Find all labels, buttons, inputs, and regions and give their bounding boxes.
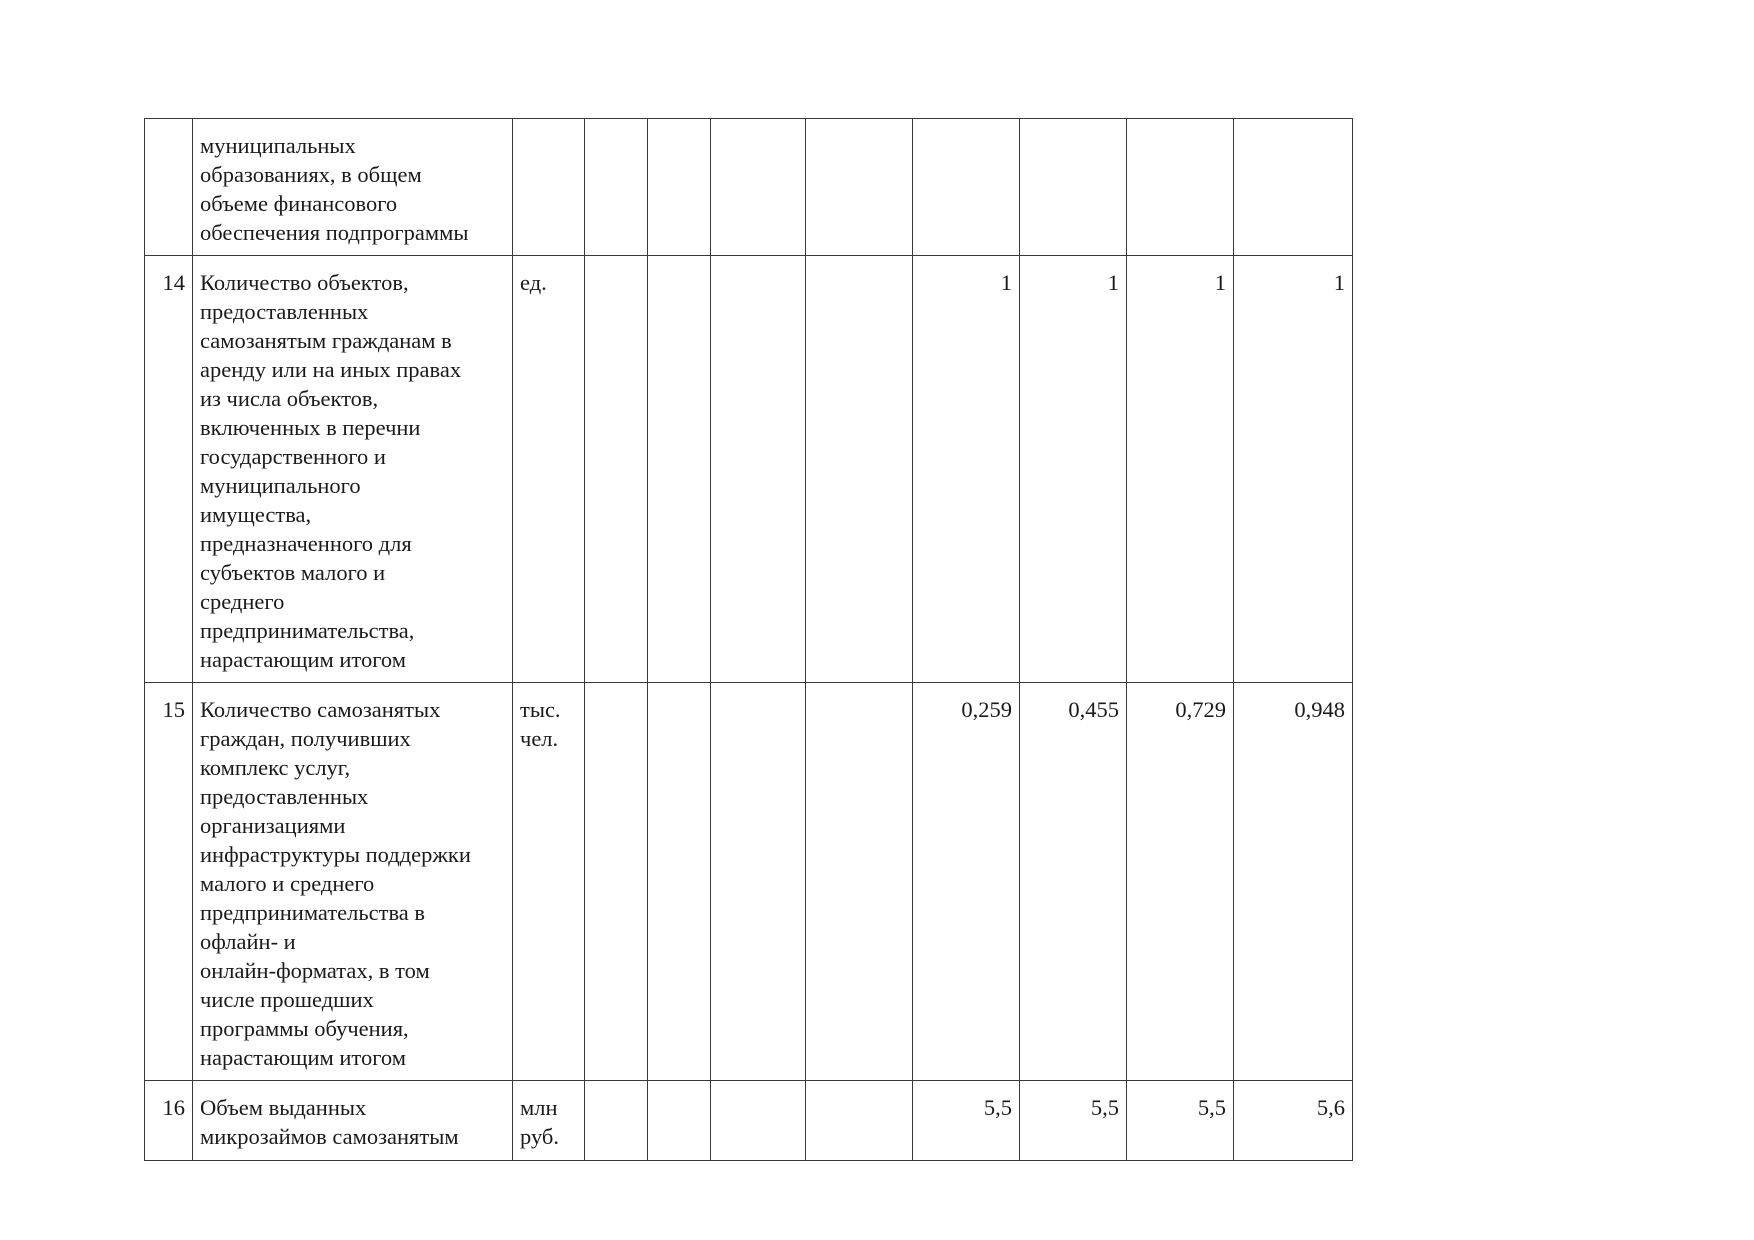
row-number: 14: [145, 256, 193, 683]
row-number: 15: [145, 683, 193, 1081]
indicator-value: 1: [1127, 256, 1234, 683]
empty-cell: [648, 1081, 711, 1161]
empty-cell: [806, 256, 913, 683]
indicator-value: [1234, 119, 1353, 256]
indicator-value: [913, 119, 1020, 256]
table-row: [145, 119, 1353, 256]
indicator-value: 5,5: [1127, 1081, 1234, 1161]
empty-cell: [806, 683, 913, 1081]
table-row: [145, 256, 1353, 683]
indicator-value: [1020, 119, 1127, 256]
empty-cell: [585, 119, 648, 256]
indicator-name: Объем выданных микрозаймов самозанятым: [193, 1081, 513, 1161]
empty-cell: [585, 1081, 648, 1161]
empty-cell: [648, 683, 711, 1081]
table-row: [145, 683, 1353, 1081]
unit-of-measure: тыс. чел.: [513, 683, 585, 1081]
empty-cell: [648, 119, 711, 256]
indicator-name: Количество самозанятых граждан, получивших комплекс услуг, предоставленных организациями инфраструктуры поддержки малого и среднего предпринимательства в офлайн- и онлайн-форматах, в том числе прошедших программы обучения, нарастающим итогом: [193, 683, 513, 1081]
unit-of-measure: [513, 119, 585, 256]
indicator-value: 1: [1234, 256, 1353, 683]
indicator-name: муниципальных образованиях, в общем объеме финансового обеспечения подпрограммы: [193, 119, 513, 256]
indicator-value: 5,6: [1234, 1081, 1353, 1161]
row-number: [145, 119, 193, 256]
empty-cell: [711, 256, 806, 683]
empty-cell: [806, 119, 913, 256]
unit-of-measure: млн руб.: [513, 1081, 585, 1161]
empty-cell: [806, 1081, 913, 1161]
indicator-value: 1: [1020, 256, 1127, 683]
row-number: 16: [145, 1081, 193, 1161]
indicators-table: [144, 118, 1353, 1161]
indicator-value: 0,259: [913, 683, 1020, 1081]
indicator-value: 5,5: [913, 1081, 1020, 1161]
indicator-value: 1: [913, 256, 1020, 683]
indicator-value: 0,729: [1127, 683, 1234, 1081]
empty-cell: [711, 119, 806, 256]
indicator-name: Количество объектов, предоставленных самозанятым гражданам в аренду или на иных правах из числа объектов, включенных в перечни государственного и муниципального имущества, предназначенного для субъектов малого и среднего предпринимательства, нарастающим итогом: [193, 256, 513, 683]
indicator-value: [1127, 119, 1234, 256]
empty-cell: [585, 256, 648, 683]
indicator-value: 0,948: [1234, 683, 1353, 1081]
empty-cell: [711, 683, 806, 1081]
empty-cell: [648, 256, 711, 683]
table-row: [145, 1081, 1353, 1161]
empty-cell: [585, 683, 648, 1081]
empty-cell: [711, 1081, 806, 1161]
indicator-value: 0,455: [1020, 683, 1127, 1081]
indicator-value: 5,5: [1020, 1081, 1127, 1161]
unit-of-measure: ед.: [513, 256, 585, 683]
